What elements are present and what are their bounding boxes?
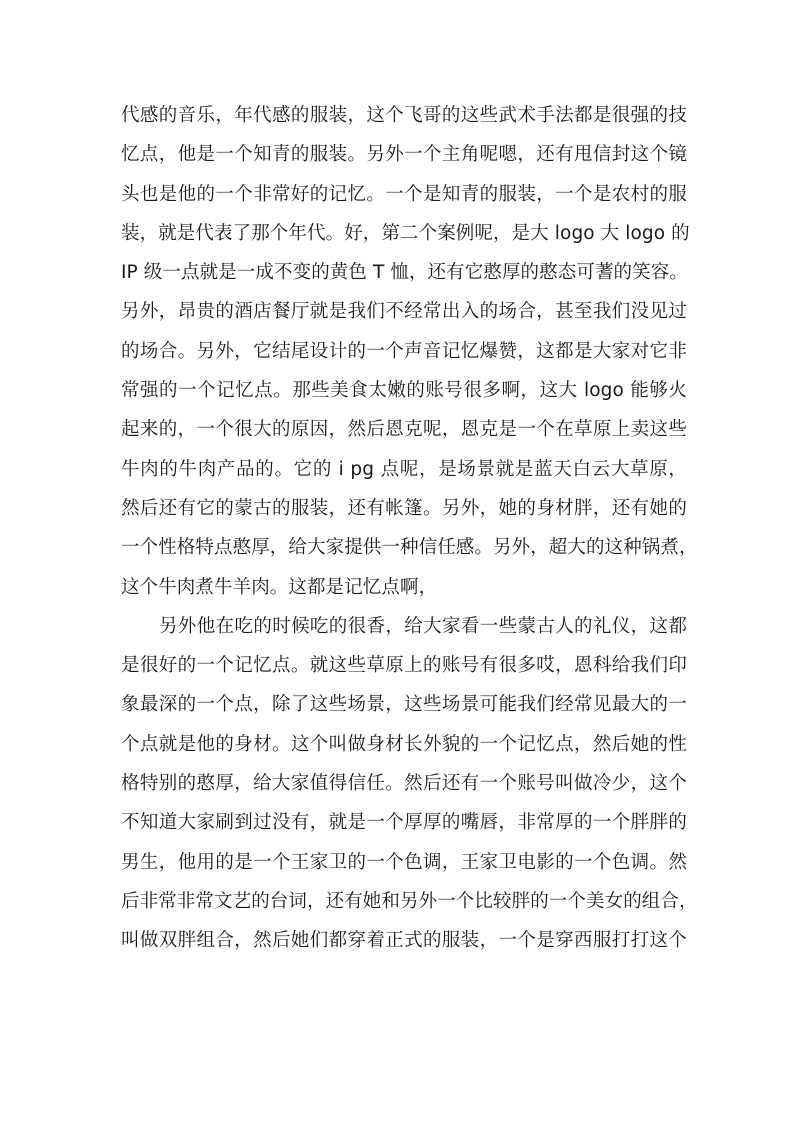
- text-line: 装，就是代表了那个年代。好，第二个案例呢，是大 logo 大 logo 的: [121, 222, 690, 244]
- text-line: 常强的一个记忆点。那些美食太嫩的账号很多啊，这大 logo 能够火: [121, 380, 687, 402]
- text-line: 起来的，一个很大的原因，然后恩克呢，恩克是一个在草原上卖这些: [121, 419, 687, 441]
- text-line: 牛肉的牛肉产品的。它的 i pg 点呢，是场景就是蓝天白云大草原，: [121, 458, 687, 480]
- text-line: 代感的音乐，年代感的服装，这个飞哥的这些武术手法都是很强的技: [121, 105, 687, 126]
- text-line: 然后还有它的蒙古的服装，还有帐篷。另外，她的身材胖，还有她的: [121, 497, 687, 519]
- text-line: 叫做双胖组合，然后她们都穿着正式的服装，一个是穿西服打打这个: [121, 930, 687, 952]
- text-line: 不知道大家刷到过没有，就是一个厚厚的嘴唇，非常厚的一个胖胖的: [121, 812, 687, 834]
- text-line: IP 级一点就是一成不变的黄色 T 恤，还有它憨厚的憨态可蓍的笑容。: [121, 262, 688, 284]
- text-line: 个点就是他的身材。这个叫做身材长外貌的一个记忆点，然后她的性: [121, 733, 687, 755]
- paragraph-end-line: 这个牛肉煮牛羊肉。这都是记忆点啊，: [121, 576, 438, 598]
- text-line: 另外，昂贵的酒店餐厅就是我们不经常出入的场合，甚至我们没见过: [121, 301, 687, 323]
- text-line: 象最深的一个点，除了这些场景，这些场景可能我们经常见最大的一: [121, 694, 687, 716]
- body-text: [121, 96, 698, 961]
- text-line: 忆点，他是一个知青的服装。另外一个主角呢嗯，还有甩信封这个镜: [121, 144, 687, 166]
- text-line: 格特别的憨厚，给大家值得信任。然后还有一个账号叫做冷少，这个: [121, 773, 687, 795]
- paragraph-start-line: 另外他在吃的时候吃的很香，给大家看一些蒙古人的礼仪，这都: [159, 615, 687, 637]
- text-line: 是很好的一个记忆点。就这些草原上的账号有很多哎，恩科给我们印: [121, 655, 687, 677]
- text-line: 的场合。另外，它结尾设计的一个声音记忆爆赞，这都是大家对它非: [121, 340, 687, 362]
- text-line: 一个性格特点憨厚，给大家提供一种信任感。另外，超大的这种锅煮，: [121, 537, 698, 559]
- text-line: 后非常非常文艺的台词，还有她和另外一个比较胖的一个美女的组合，: [121, 890, 698, 912]
- text-line: 男生，他用的是一个王家卫的一个色调，王家卫电影的一个色调。然: [121, 851, 687, 873]
- text-line: 头也是他的一个非常好的记忆。一个是知青的服装，一个是农村的服: [121, 183, 687, 205]
